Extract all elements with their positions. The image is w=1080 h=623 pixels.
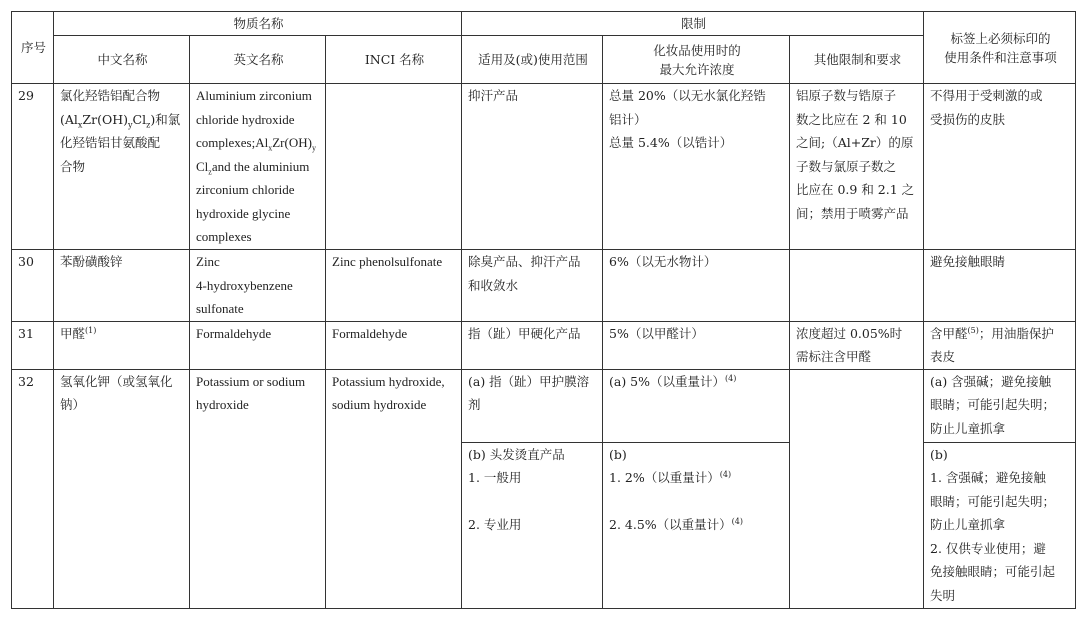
row32-other-limits <box>790 369 924 608</box>
row29-no: 29 <box>12 84 54 250</box>
row31-scope: 指（趾）甲硬化产品 <box>462 321 603 369</box>
header-restrictions: 限制 <box>462 12 924 36</box>
restricted-substances-table <box>11 11 1076 609</box>
header-max-conc <box>603 36 790 84</box>
row32a-max-conc: (a) 5%（以重量计）$^{(4)}$ <box>603 369 790 442</box>
table-row-29 <box>12 84 1076 250</box>
row30-no: 30 <box>12 250 54 322</box>
row32-no: 32 <box>12 369 54 608</box>
row29-other-limits: 铝原子数与锆原子 数之比应在 2 和 10 之间;（Al+Zr）的原 子数与氯原子数之 比应在 0.9 和 2.1 之 间；禁用于喷雾产品 <box>790 84 924 250</box>
row29-inci-name <box>326 84 462 250</box>
row31-no: 31 <box>12 321 54 369</box>
row29-label-conditions: 不得用于受刺激的或 受损伤的皮肤 <box>924 84 1076 250</box>
row30-label-conditions: 避免接触眼睛 <box>924 250 1076 322</box>
row31-cn-name: 甲醛$^{(1)}$ <box>54 321 190 369</box>
header-label-line1: 标签上必须标印的 <box>950 30 1051 46</box>
row30-other-limits <box>790 250 924 322</box>
row32-en-name: Potassium or sodium hydroxide <box>190 369 326 608</box>
table-row-31 <box>12 321 1076 369</box>
table-row-32a <box>12 369 1076 442</box>
row32b-max-conc: (b) 1. 2%（以重量计）$^{(4)}$ 2. 4.5%（以重量计）$^{(4)}$ <box>603 442 790 608</box>
header-max-conc-line2: 最大允许浓度 <box>659 61 735 77</box>
header-other-limits: 其他限制和要求 <box>790 36 924 84</box>
row30-inci-name: Zinc phenolsulfonate <box>326 250 462 322</box>
header-en-name: 英文名称 <box>190 36 326 84</box>
header-max-conc-line1: 化妆品使用时的 <box>653 42 741 58</box>
row32b-scope: (b) 头发烫直产品 1. 一般用 2. 专业用 <box>462 442 603 608</box>
row29-cn-name: 氯化羟锆铝配合物 $(Al_xZr(OH)_yCl_z)$和氯 化羟锆铝甘氨酸配 合物 <box>54 84 190 250</box>
row32a-label-conditions: (a) 含强碱；避免接触 眼睛；可能引起失明； 防止儿童抓拿 <box>924 369 1076 442</box>
header-cn-name: 中文名称 <box>54 36 190 84</box>
header-scope: 适用及(或)使用范围 <box>462 36 603 84</box>
header-label-line2: 使用条件和注意事项 <box>944 49 1057 65</box>
row29-scope: 抑汗产品 <box>462 84 603 250</box>
row31-max-conc: 5%（以甲醛计） <box>603 321 790 369</box>
header-substance-name: 物质名称 <box>54 12 462 36</box>
row30-en-name: Zinc 4-hydroxybenzene sulfonate <box>190 250 326 322</box>
table-row-30 <box>12 250 1076 322</box>
row29-max-conc: 总量 20%（以无水氯化羟锆 铝计） 总量 5.4%（以锆计） <box>603 84 790 250</box>
row31-other-limits: 浓度超过 0.05%时 需标注含甲醛 <box>790 321 924 369</box>
row31-en-name: Formaldehyde <box>190 321 326 369</box>
header-seq: 序号 <box>12 12 54 84</box>
header-inci-name: INCI 名称 <box>326 36 462 84</box>
header-label-conditions <box>924 12 1076 84</box>
row31-inci-name: Formaldehyde <box>326 321 462 369</box>
row32a-scope: (a) 指（趾）甲护膜溶 剂 <box>462 369 603 442</box>
row30-scope: 除臭产品、抑汗产品 和收敛水 <box>462 250 603 322</box>
row32-cn-name: 氢氧化钾（或氢氧化 钠） <box>54 369 190 608</box>
row30-cn-name: 苯酚磺酸锌 <box>54 250 190 322</box>
row32-inci-name: Potassium hydroxide, sodium hydroxide <box>326 369 462 608</box>
row29-en-name: Aluminium zirconium chloride hydroxide $complexes;Al_xZr(OH)_y$ $Cl_zand$ the aluminium zirconium chloride hydroxide glycine complexes <box>190 84 326 250</box>
row31-label-conditions: 含甲醛$^{(5)}$；用油脂保护 表皮 <box>924 321 1076 369</box>
row32b-label-conditions: (b) 1. 含强碱；避免接触 眼睛；可能引起失明； 防止儿童抓拿 2. 仅供专业使用；避 免接触眼睛；可能引起 失明 <box>924 442 1076 608</box>
row30-max-conc: 6%（以无水物计） <box>603 250 790 322</box>
